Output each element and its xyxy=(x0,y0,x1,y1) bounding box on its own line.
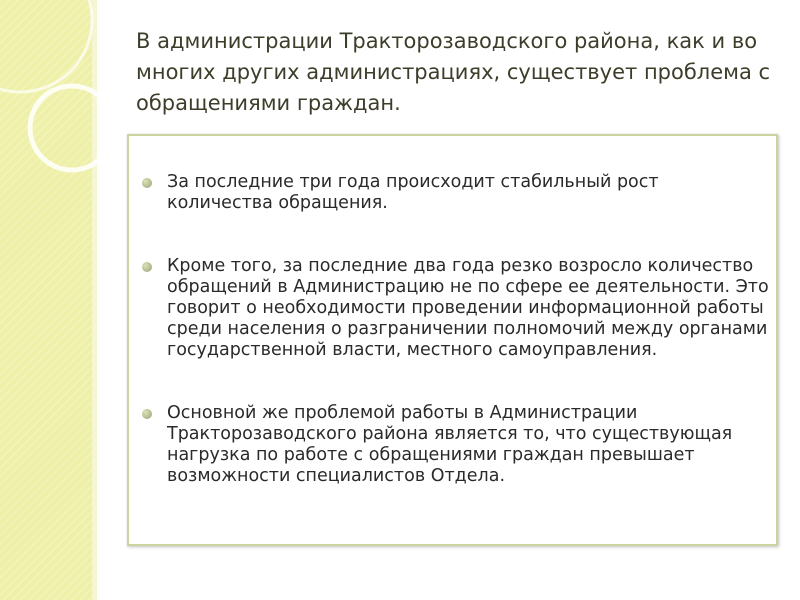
bullet-marker-icon xyxy=(142,178,152,188)
slide-title: В администрации Тракторозаводского района, как и во многих других администрациях, существует проблема с обращениями граждан. xyxy=(136,29,771,115)
content-box xyxy=(127,134,778,546)
bullet-item xyxy=(139,172,769,214)
bullet-text: За последние три года происходит стабильный рост количества обращения. xyxy=(167,172,659,213)
bullet-marker-icon xyxy=(142,409,152,419)
bullet-list xyxy=(139,172,769,487)
side-decoration-edge xyxy=(92,0,97,600)
bullet-text: Основной же проблемой работы в Администрации Тракторозаводского района является то, что существующая нагрузка по работе с обращениями граждан превышает возможности специалистов Отдела. xyxy=(167,403,733,486)
side-decoration-band xyxy=(0,0,92,600)
bullet-item xyxy=(139,256,769,361)
bullet-text: Кроме того, за последние два года резко возросло количество обращений в Администрацию не по сфере ее деятельности. Это говорит о необходимости проведении информационной работы среди населения о разграничении полномочий между органами государственной власти, местного самоуправления. xyxy=(167,256,769,360)
bullet-item xyxy=(139,403,769,487)
bullet-marker-icon xyxy=(142,262,152,272)
